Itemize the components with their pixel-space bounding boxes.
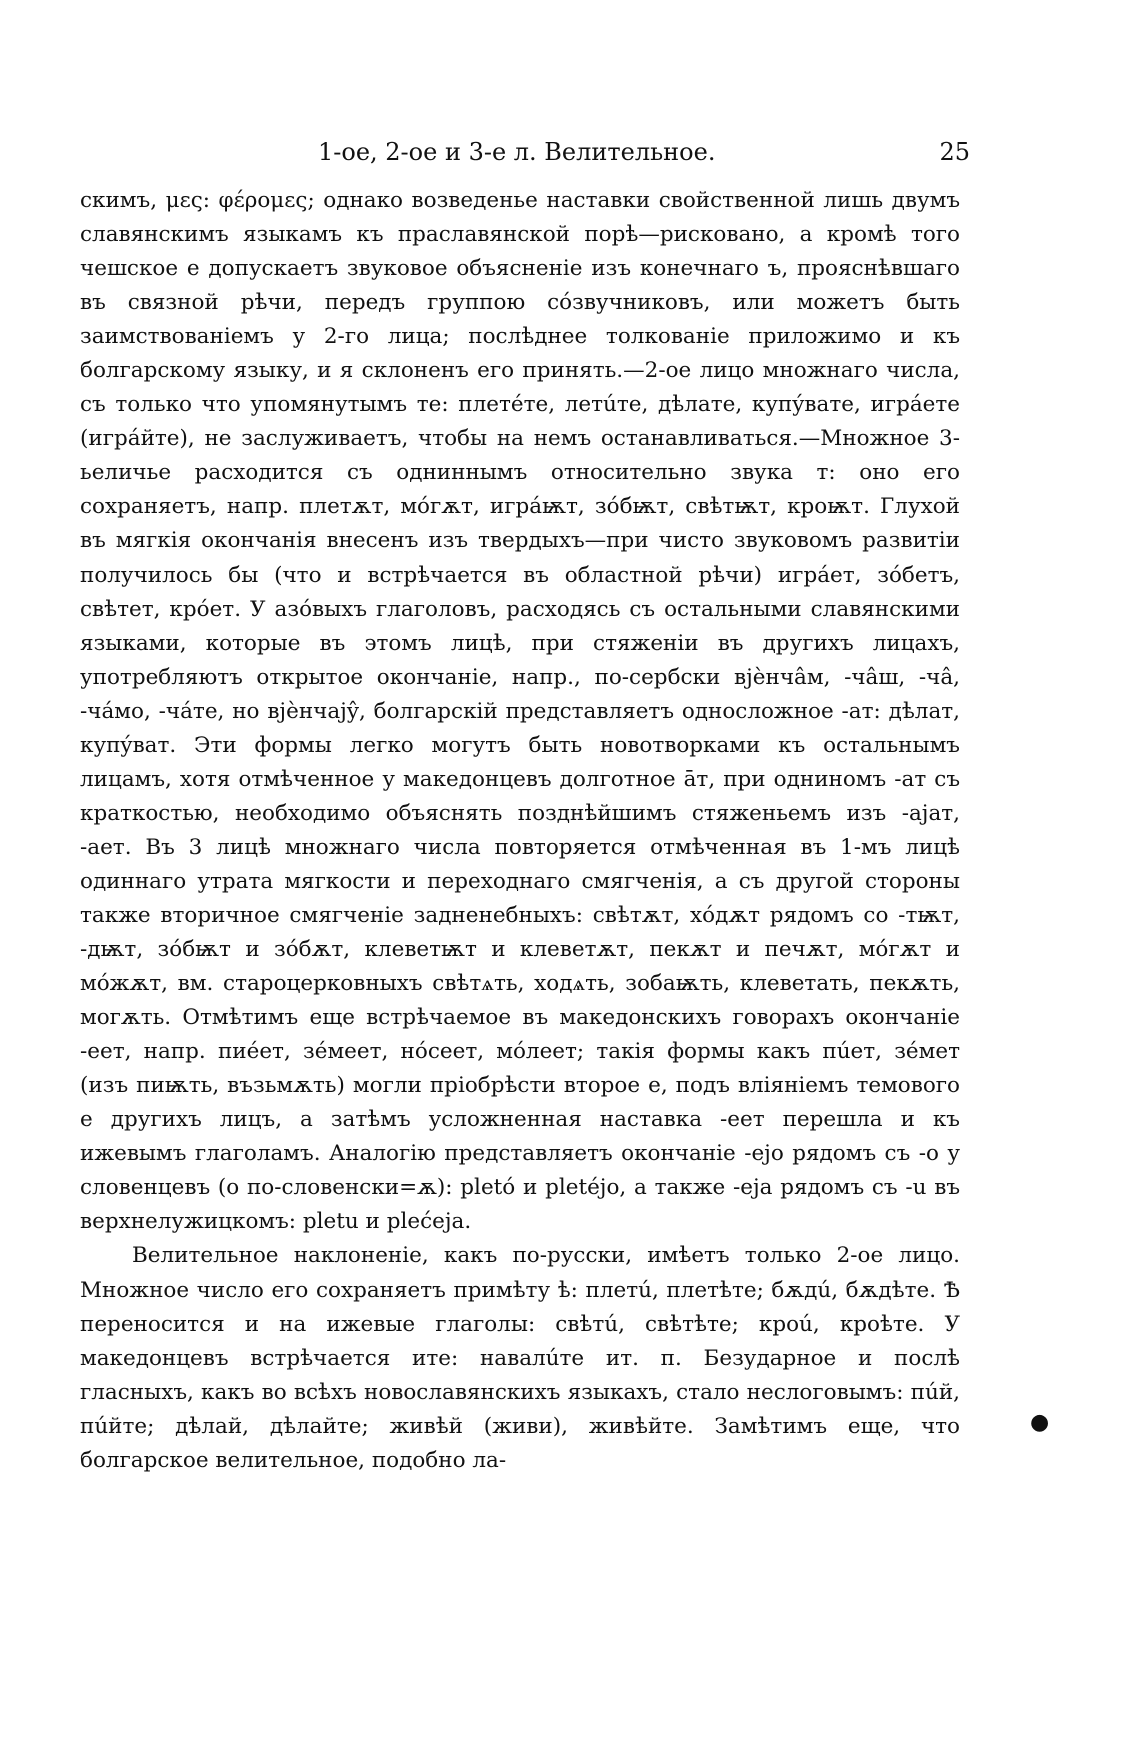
paragraph-conjugation: скимъ, μες: φέρομες; однако возведенье наставки свойственной лишь двумъ славянскимъ языкамъ къ праславянской порѣ—рисковано, а кромѣ того чешское е допускаетъ звуковое объясненіе изъ конечнаго ъ, прояснѣвшаго въ связной рѣчи, передъ группою сóзвучниковъ, или можетъ быть заимствованіемъ у 2-го лица; послѣднее толкованіе приложимо и къ болгарскому языку, и я склоненъ его принять.—2-ое лицо множнаго числа, съ только что упомянутымъ те: плетéте, летúте, дѣлате, купýвате, игрáете (игрáйте), не заслуживаетъ, чтобы на немъ останавливаться.—Множное 3-ьеличье расходится съ одниннымъ относительно звука т: оно его сохраняетъ, напр. плетѫт, мóгѫт, игрáѭт, зóбѭт, свѣтѭт, кроѭт. Глухой въ мягкія окончанія внесенъ изъ твердыхъ—при чисто звуковомъ развитіи получилось бы (что и встрѣчается въ областной рѣчи) игрáет, зóбетъ, свѣтет, крóет. У азóвыхъ глаголовъ, расходясь съ остальными славянскими языками, которые въ этомъ лицѣ, при стяженіи въ другихъ лицахъ, употребляютъ открытое окончаніе, напр., по-сербски вjèнчâм, -чâш, -чâ, -чáмо, -чáте, но вjèнчаjŷ, болгарскій представляетъ односложное -ат: дѣлат, купýват. Эти формы легко могутъ быть новотворками къ остальнымъ лицамъ, хотя отмѣченное у македонцевъ долготное āт, при одниномъ -ат съ краткостью, необходимо объяснять позднѣйшимъ стяженьемъ изъ -ajат, -ает. Въ 3 лицѣ множнаго числа повторяется отмѣченная въ 1-мъ лицѣ одиннаго утрата мягкости и переходнаго смягченія, а съ другой стороны также вторичное смягченіе задненебныхъ: свѣтѫт, хóдѫт рядомъ со -тѭт, -дѭт, зóбѭт и зóбѫт, клеветѭт и клеветѫт, пекѫт и печѫт, мóгѫт и мóжѫт, вм. староцерковныхъ свѣтѧть, ходѧть, зобаѭть, клеветать, пекѫть, могѫть. Отмѣтимъ еще встрѣчаемое въ македонскихъ говорахъ окончаніе -еет, напр. пиéет, зéмеет, нóсеет, мóлеет; такія формы какъ пúет, зéмет (изъ пиѭть, възьмѫть) могли пріобрѣсти второе е, подъ вліяніемъ темового е другихъ лицъ, а затѣмъ усложненная наставка -еет перешла и къ ижевымъ глаголамъ. Аналогію представляетъ окончаніе -ejo рядомъ съ -о у словенцевъ (о по-словенски=ѫ): pletó и pletéjo, а также -eja рядомъ съ -u въ верхнелужицкомъ: pletu и plećeja. [80, 188, 960, 1235]
page-body [80, 184, 960, 1478]
running-header [96, 138, 970, 166]
margin-dot-icon: ● [1030, 1410, 1050, 1435]
paragraph-imperative: Велительное наклоненіе, какъ по-русски, имѣетъ только 2-ое лицо. Множное число его сохраняетъ примѣту ѣ: плетú, плетѣте; бѫдú, бѫдѣте. Ѣ переносится и на ижевые глаголы: свѣтú, свѣтѣте; кроú, кроѣте. У македонцевъ встрѣчается ите: навалúте ит. п. Безударное и послѣ гласныхъ, какъ во всѣхъ новославянскихъ языкахъ, стало неслоговымъ: пúй, пúйте; дѣлай, дѣлайте; живѣй (живи), живѣйте. Замѣтимъ еще, что болгарское велительное, подобно ла- [80, 1243, 960, 1473]
running-title: 1-ое, 2-ое и 3-е л. Велительное. [318, 138, 716, 166]
page-number: 25 [939, 138, 970, 166]
